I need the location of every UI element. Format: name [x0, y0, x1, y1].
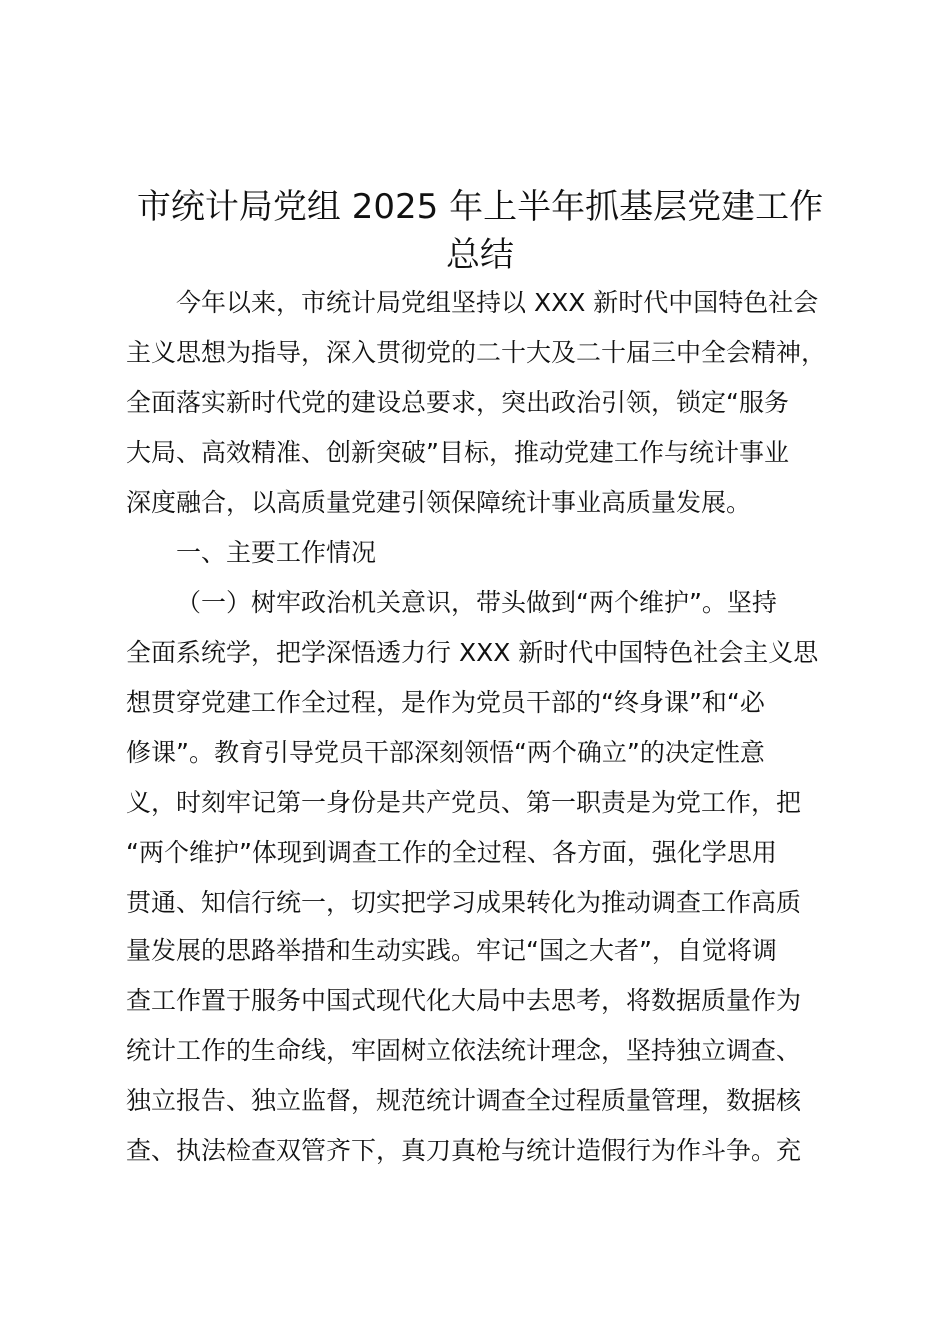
- body-line: 深度融合，以高质量党建引领保障统计事业高质量发展。: [126, 488, 752, 517]
- section-heading: 一、主要工作情况: [176, 538, 377, 567]
- body-line: 贯通、知信行统一，切实把学习成果转化为推动调查工作高质: [126, 888, 802, 917]
- body-line: （一）树牢政治机关意识，带头做到“两个维护”。坚持: [176, 588, 777, 617]
- body-line: 统计工作的生命线，牢固树立依法统计理念，坚持独立调查、: [126, 1036, 802, 1065]
- document-title-line-1: 市统计局党组 2025 年上半年抓基层党建工作: [136, 187, 824, 227]
- body-line: 主义思想为指导，深入贯彻党的二十大及二十届三中全会精神，: [126, 338, 827, 367]
- body-line: 今年以来，市统计局党组坚持以 XXX 新时代中国特色社会: [176, 288, 819, 317]
- body-line: 义，时刻牢记第一身份是共产党员、第一职责是为党工作，把: [126, 788, 802, 817]
- document-title-line-2: 总结: [446, 235, 514, 275]
- body-line: 大局、高效精准、创新突破”目标，推动党建工作与统计事业: [126, 438, 789, 467]
- body-line: 全面落实新时代党的建设总要求，突出政治引领，锁定“服务: [126, 388, 789, 417]
- body-line: 想贯穿党建工作全过程，是作为党员干部的“终身课”和“必: [126, 688, 765, 717]
- body-line: 独立报告、独立监督，规范统计调查全过程质量管理，数据核: [126, 1086, 802, 1115]
- body-line: 修课”。教育引导党员干部深刻领悟“两个确立”的决定性意: [126, 738, 765, 767]
- body-line: 量发展的思路举措和生动实践。牢记“国之大者”，自觉将调: [126, 936, 777, 965]
- body-line: 查、执法检查双管齐下，真刀真枪与统计造假行为作斗争。充: [126, 1136, 802, 1165]
- body-line: 查工作置于服务中国式现代化大局中去思考，将数据质量作为: [126, 986, 802, 1015]
- body-line: 全面系统学，把学深悟透力行 XXX 新时代中国特色社会主义思: [126, 638, 819, 667]
- body-line: “两个维护”体现到调查工作的全过程、各方面，强化学思用: [126, 838, 777, 867]
